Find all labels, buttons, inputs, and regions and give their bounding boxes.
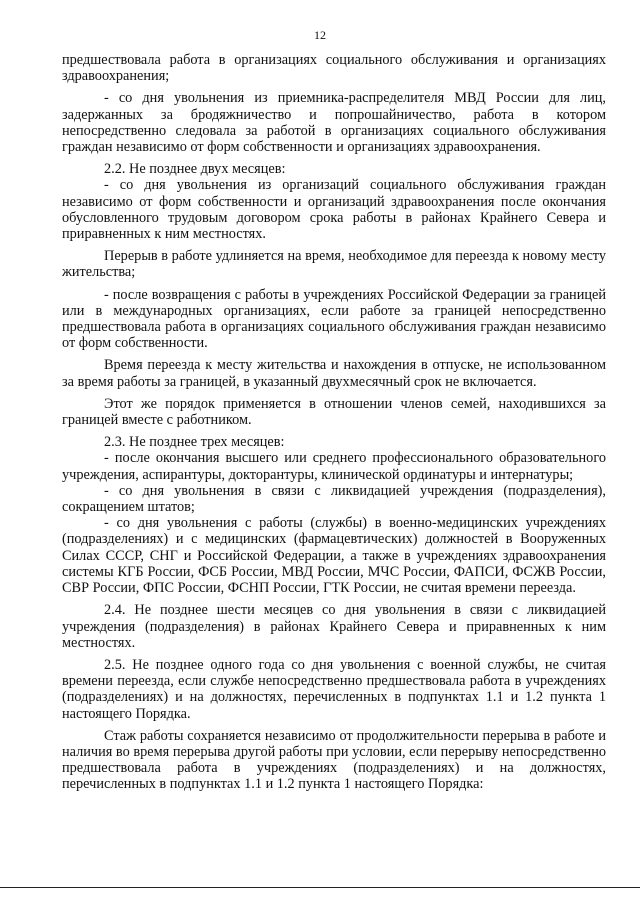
page-number: 12 [314,28,326,42]
paragraph: Время переезда к месту жительства и нахождения в отпуске, не использованном за время работы за границей, в указанный двухмесячный срок не включается. [62,357,606,390]
paragraph: - после возвращения с работы в учреждениях Российской Федерации за границей или в международных организациях, если работе за границей непосредственно предшествовала работа в организациях социального обслуживания граждан независимо от форм собственности. [62,286,606,352]
paragraph: - со дня увольнения в связи с ликвидацией учреждения (подразделения), сокращением штатов; [62,482,606,516]
paragraph: - со дня увольнения из организаций социального обслуживания граждан независимо от форм собственности и организаций здравоохранения после окончания обусловленного трудовым договором срока работы в районах Крайнего Севера и приравненных к ним местностях. [62,177,606,243]
document-body [62,52,606,799]
paragraph: - после окончания высшего или среднего профессионального образовательного учреждения, аспирантуры, докторантуры, клинической ординатуры и интернатуры; [62,450,606,483]
paragraph: Стаж работы сохраняется независимо от продолжительности перерыва в работе и наличия во время перерыва другой работы при условии, если перерыву непосредственно предшествовала работа в учреждениях (подразделениях) и на должностях, перечисленных в подпунктах 1.1 и 1.2 пункта 1 настоящего Порядка: [62,727,606,793]
paragraph: - со дня увольнения с работы (службы) в военно-медицинских учреждениях (подразделениях) и с медицинских (фармацевтических) должностей в Вооруженных Силах СССР, СНГ и Российской Федерации, а также в учреждениях здравоохранения системы КГБ России, ФСБ России, МВД России, МЧС России, ФАПСИ, ФСЖВ России, СВР России, ФПС России, ФСНП России, ГТК России, не считая времени переезда. [62,515,606,597]
paragraph: Перерыв в работе удлиняется на время, необходимое для переезда к новому месту жительства; [62,248,606,281]
paragraph: 2.5. Не позднее одного года со дня увольнения с военной службы, не считая времени переезда, если службе непосредственно предшествовала работа в учреждениях (подразделениях) и на должностях, перечисленных в подпунктах 1.1 и 1.2 пункта 1 настоящего Порядка. [62,656,606,722]
paragraph: 2.2. Не позднее двух месяцев: [104,161,286,178]
bottom-divider [0,887,640,888]
paragraph: 2.4. Не позднее шести месяцев со дня увольнения в связи с ликвидацией учреждения (подразделения) в районах Крайнего Севера и приравненных к ним местностях. [62,602,606,651]
paragraph: - со дня увольнения из приемника-распределителя МВД России для лиц, задержанных за бродяжничество и попрошайничество, работа в котором непосредственно следовала за работой в организациях социального обслуживания граждан независимо от форм собственности и организациях здравоохранения. [62,90,606,156]
paragraph: Этот же порядок применяется в отношении членов семей, находившихся за границей вместе с работником. [62,395,606,429]
paragraph: предшествовала работа в организациях социального обслуживания и организациях здравоохранения; [62,52,606,85]
paragraph: 2.3. Не позднее трех месяцев: [104,434,285,451]
